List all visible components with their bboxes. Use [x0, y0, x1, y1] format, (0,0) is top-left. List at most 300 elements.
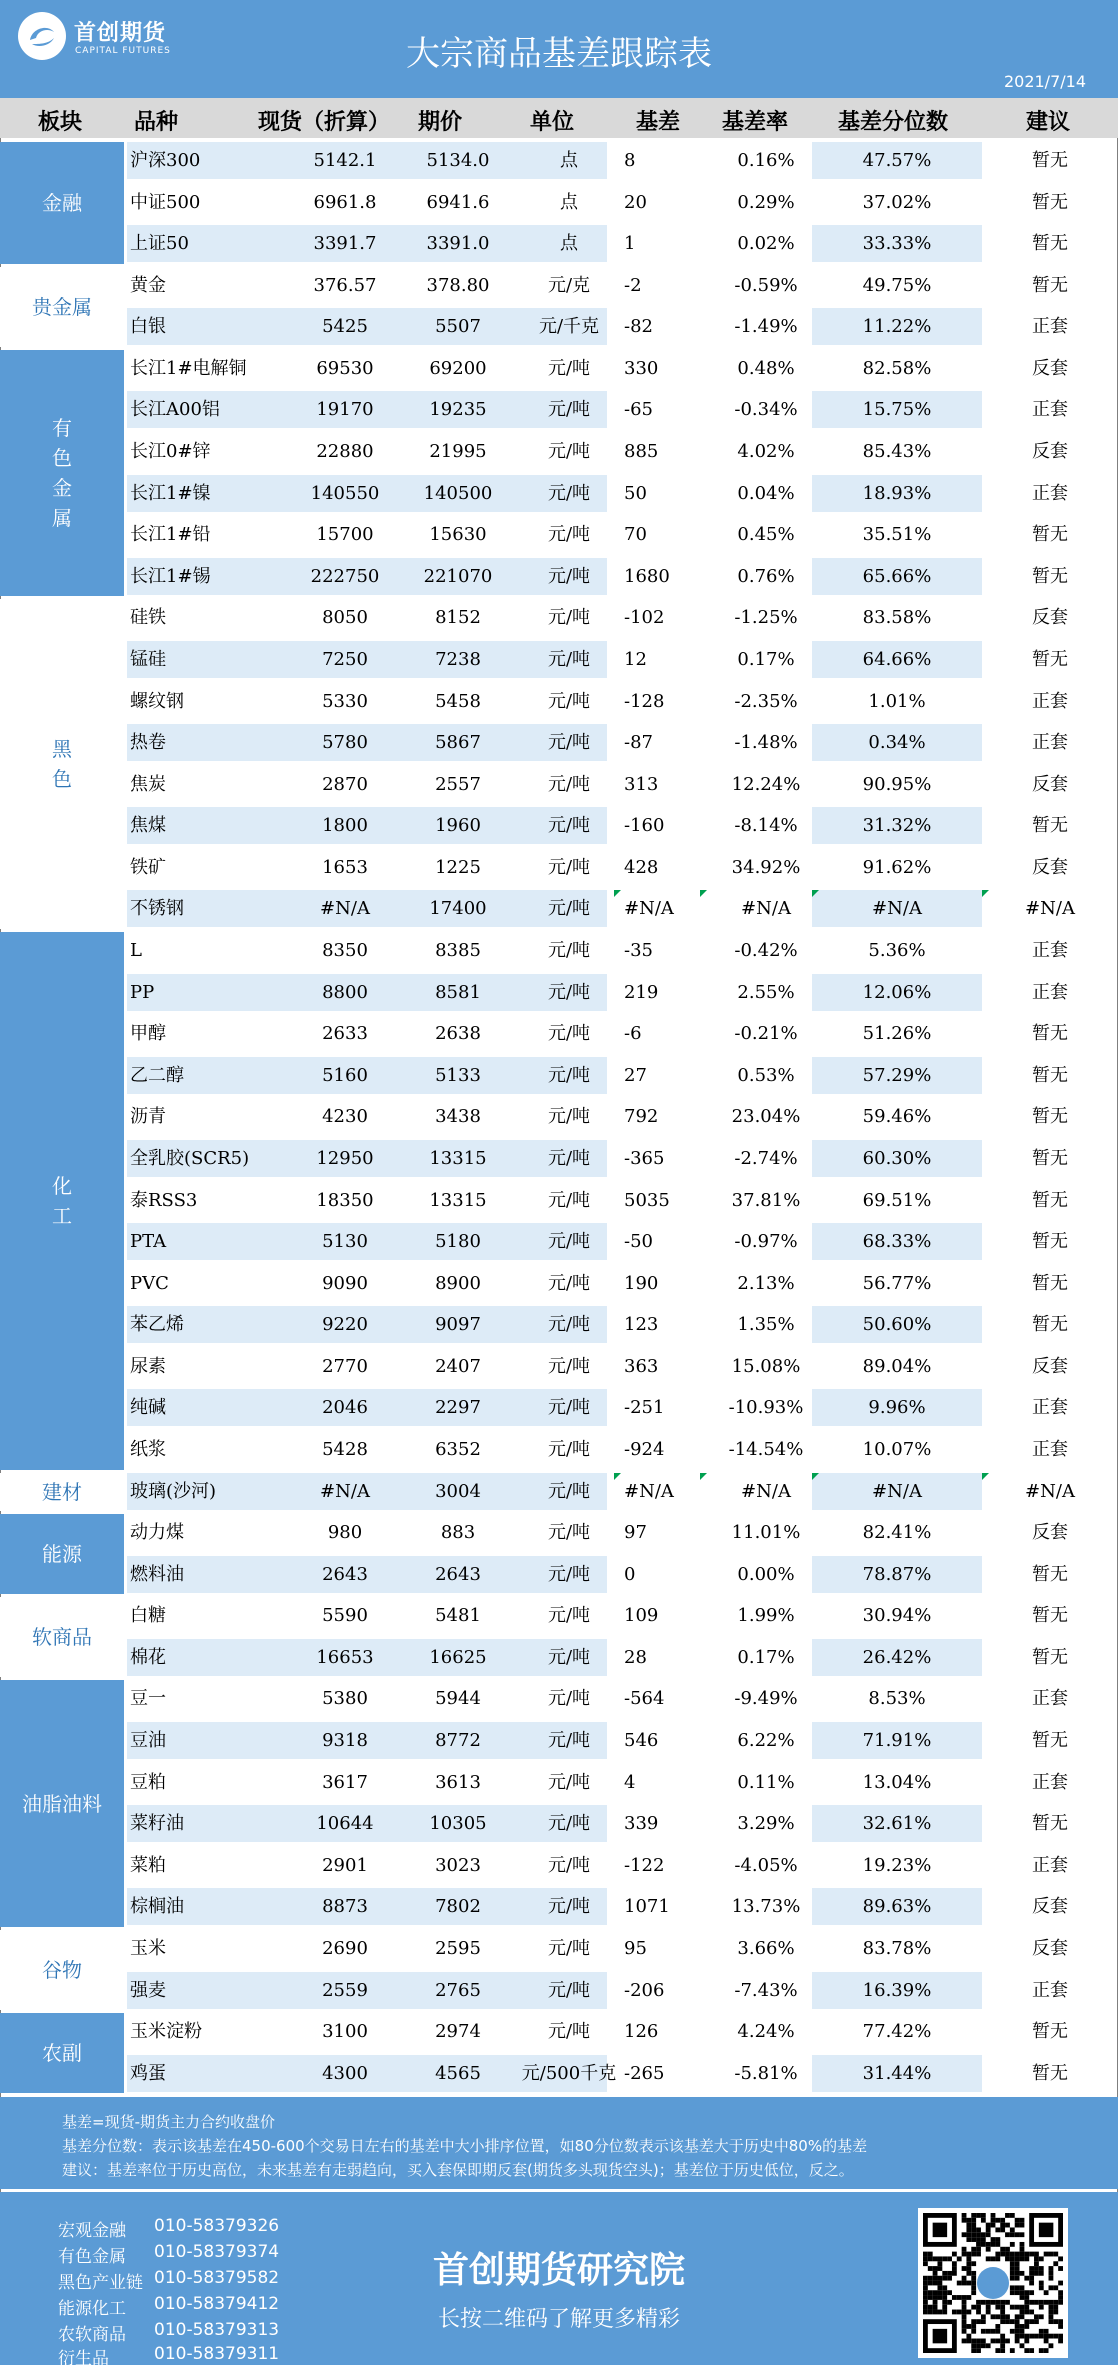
cell-pct: 31.32% [862, 815, 932, 837]
cell-spot: 10644 [316, 1813, 374, 1835]
cell-pct: 5.36% [868, 940, 926, 962]
error-marker-icon [982, 1473, 989, 1480]
cell-basis: -160 [624, 815, 665, 837]
cell-fut: 3391.0 [426, 233, 490, 255]
col-sector: 板块 [38, 109, 83, 135]
cell-basis: -564 [624, 1688, 665, 1710]
cell-rate: -5.81% [734, 2062, 798, 2084]
col-percentile: 基差分位数 [838, 109, 949, 135]
cell-name: 焦炭 [130, 773, 166, 795]
cell-fut: 2638 [435, 1023, 481, 1045]
cell-basis: 330 [624, 357, 659, 379]
cell-rate: 11.01% [731, 1522, 801, 1544]
cell-rate: 0.29% [737, 191, 795, 213]
note-advice-definition: 建议：基差率位于历史高位，未来基差有走弱趋向，买入套保即期反套(期货多头现货空头)；基差位于历史低位，反之。 [62, 2161, 854, 2179]
cell-unit: 元/吨 [547, 1023, 591, 1045]
cell-unit: 元/吨 [547, 1730, 591, 1752]
cell-unit: 点 [560, 233, 578, 255]
table-row [0, 556, 1118, 597]
cell-adv: 正套 [1032, 690, 1068, 712]
cell-name: 菜粕 [130, 1854, 166, 1876]
cell-rate: -2.74% [734, 1147, 798, 1169]
cell-pct: 65.66% [862, 565, 932, 587]
table-row [0, 306, 1118, 347]
cell-adv: 暂无 [1032, 1730, 1068, 1752]
cell-adv: 正套 [1032, 316, 1068, 338]
cell-unit: 元/吨 [547, 1937, 591, 1959]
cell-unit: 点 [560, 191, 578, 213]
cell-rate: -0.34% [734, 399, 798, 421]
cell-name: 乙二醇 [130, 1064, 184, 1086]
cell-adv: 暂无 [1032, 524, 1068, 546]
cell-fut: 15630 [429, 524, 487, 546]
cell-name: 强麦 [130, 1979, 166, 2001]
cell-rate: -9.49% [734, 1688, 798, 1710]
cell-fut: 8581 [435, 981, 481, 1003]
error-marker-icon [700, 1473, 707, 1480]
cell-fut: 6941.6 [426, 191, 490, 213]
sector-label: 黑 色 [0, 599, 124, 929]
table-row [0, 1845, 1118, 1886]
cell-pct: 64.66% [862, 648, 932, 670]
cell-basis: 50 [624, 482, 647, 504]
table-row [0, 1471, 1118, 1512]
cell-rate: 1.99% [737, 1605, 795, 1627]
cell-basis: 546 [624, 1730, 659, 1752]
cell-rate: 2.13% [737, 1272, 795, 1294]
cell-rate: -1.49% [734, 316, 798, 338]
cell-basis: -65 [624, 399, 653, 421]
cell-basis: #N/A [624, 1480, 674, 1502]
cell-spot: 2870 [322, 773, 368, 795]
table-row [0, 265, 1118, 306]
cell-rate: 0.00% [737, 1563, 795, 1585]
cell-unit: 元/吨 [547, 482, 591, 504]
cell-unit: 元/吨 [547, 1979, 591, 2001]
cell-adv: 暂无 [1032, 1314, 1068, 1336]
cell-name: 长江1#铅 [130, 524, 211, 546]
cell-spot: 7250 [322, 648, 368, 670]
cell-spot: 2901 [322, 1854, 368, 1876]
cell-basis: 885 [624, 441, 659, 463]
table-row [0, 473, 1118, 514]
cell-fut: 4565 [435, 2062, 481, 2084]
table-row [0, 764, 1118, 805]
cell-adv: 正套 [1032, 981, 1068, 1003]
table-row [0, 1762, 1118, 1803]
cell-fut: 8900 [435, 1272, 481, 1294]
table-row [0, 1678, 1118, 1719]
error-marker-icon [812, 1473, 819, 1480]
cell-spot: #N/A [320, 898, 370, 920]
table-row [0, 1970, 1118, 2011]
table-row [0, 1013, 1118, 1054]
cell-pct: 56.77% [862, 1272, 932, 1294]
cell-spot: 8873 [322, 1896, 368, 1918]
cell-unit: 元/吨 [547, 1563, 591, 1585]
cell-spot: 1800 [322, 815, 368, 837]
cell-unit: 元/吨 [547, 1480, 591, 1502]
cell-unit: 元/吨 [547, 1688, 591, 1710]
cell-spot: 3617 [322, 1771, 368, 1793]
cell-spot: 5330 [322, 690, 368, 712]
cell-basis: 97 [624, 1522, 647, 1544]
cell-adv: 暂无 [1032, 2021, 1068, 2043]
cell-spot: 4230 [322, 1106, 368, 1128]
cell-name: 棕榈油 [130, 1896, 184, 1918]
cell-fut: 2765 [435, 1979, 481, 2001]
cell-rate: 4.24% [737, 2021, 795, 2043]
header-bar [0, 0, 1118, 98]
cell-unit: 元/吨 [547, 940, 591, 962]
cell-name: 长江0#锌 [130, 441, 211, 463]
cell-fut: 1960 [435, 815, 481, 837]
cell-basis: 339 [624, 1813, 659, 1835]
cell-fut: 69200 [429, 357, 487, 379]
cell-spot: 16653 [316, 1646, 374, 1668]
col-basis-rate: 基差率 [722, 109, 789, 135]
table-row [0, 1387, 1118, 1428]
cell-fut: 16625 [429, 1646, 487, 1668]
cell-rate: 0.53% [737, 1064, 795, 1086]
table-row [0, 2011, 1118, 2052]
table-row [0, 805, 1118, 846]
cell-pct: 85.43% [862, 441, 932, 463]
table-row [0, 1512, 1118, 1553]
table-row [0, 514, 1118, 555]
cell-adv: 暂无 [1032, 233, 1068, 255]
cell-unit: 元/吨 [547, 441, 591, 463]
cell-unit: 元/吨 [547, 565, 591, 587]
cell-name: 黄金 [130, 274, 166, 296]
cell-rate: 15.08% [731, 1355, 801, 1377]
cell-name: 长江A00铝 [130, 399, 220, 421]
cell-unit: 元/克 [547, 274, 591, 296]
cell-pct: 10.07% [862, 1438, 932, 1460]
cell-spot: 2770 [322, 1355, 368, 1377]
cell-basis: 109 [624, 1605, 659, 1627]
cell-unit: 元/吨 [547, 1438, 591, 1460]
cell-name: PP [130, 981, 155, 1003]
cell-pct: 77.42% [862, 2021, 932, 2043]
cell-name: 豆油 [130, 1730, 166, 1752]
cell-pct: 71.91% [862, 1730, 932, 1752]
cell-adv: 反套 [1032, 773, 1068, 795]
cell-basis: 70 [624, 524, 647, 546]
cell-name: 甲醇 [130, 1023, 166, 1045]
cell-fut: 13315 [429, 1189, 487, 1211]
cell-pct: 8.53% [868, 1688, 926, 1710]
cell-basis: 313 [624, 773, 659, 795]
cell-fut: 3004 [435, 1480, 481, 1502]
cell-name: 长江1#电解铜 [130, 357, 247, 379]
contact-derivatives: 衍生品 010-58379311 [58, 2344, 280, 2369]
cell-rate: -1.48% [734, 732, 798, 754]
cell-fut: 8772 [435, 1730, 481, 1752]
cell-fut: 5180 [435, 1231, 481, 1253]
cell-basis: -128 [624, 690, 665, 712]
cell-pct: 31.44% [862, 2062, 932, 2084]
cell-basis: 5035 [624, 1189, 670, 1211]
sector-label: 建材 [0, 1473, 124, 1512]
cell-name: 豆粕 [130, 1771, 166, 1793]
cell-unit: 元/吨 [547, 815, 591, 837]
cell-pct: 49.75% [862, 274, 932, 296]
cell-spot: 5380 [322, 1688, 368, 1710]
cell-name: 全乳胶(SCR5) [130, 1147, 250, 1169]
table-row [0, 1304, 1118, 1345]
table-row [0, 681, 1118, 722]
table-row [0, 972, 1118, 1013]
cell-rate: 2.55% [737, 981, 795, 1003]
cell-adv: 暂无 [1032, 1147, 1068, 1169]
cell-adv: 暂无 [1032, 1106, 1068, 1128]
cell-unit: 元/吨 [547, 607, 591, 629]
cell-name: 白糖 [130, 1605, 166, 1627]
cell-adv: 正套 [1032, 399, 1068, 421]
table-row [0, 223, 1118, 264]
cell-pct: 30.94% [862, 1605, 932, 1627]
col-product: 品种 [134, 109, 179, 135]
cell-unit: 元/吨 [547, 648, 591, 670]
cell-spot: 22880 [316, 441, 374, 463]
cell-rate: 12.24% [731, 773, 801, 795]
sector-label: 谷物 [0, 1930, 124, 2010]
cell-pct: 26.42% [862, 1646, 932, 1668]
cell-pct: 19.23% [862, 1854, 932, 1876]
cell-unit: 元/吨 [547, 1355, 591, 1377]
sector-label: 贵金属 [0, 267, 124, 347]
cell-basis: #N/A [624, 898, 674, 920]
error-marker-icon [812, 890, 819, 897]
cell-fut: 2557 [435, 773, 481, 795]
cell-name: 苯乙烯 [130, 1314, 184, 1336]
cell-adv: #N/A [1025, 1480, 1075, 1502]
cell-adv: 正套 [1032, 482, 1068, 504]
cell-spot: 2046 [322, 1397, 368, 1419]
cell-basis: 28 [624, 1646, 647, 1668]
sector-label: 农副 [0, 2013, 124, 2093]
cell-fut: 7238 [435, 648, 481, 670]
cell-pct: 90.95% [862, 773, 932, 795]
cell-unit: 元/吨 [547, 1522, 591, 1544]
cell-basis: -35 [624, 940, 653, 962]
cell-spot: 8800 [322, 981, 368, 1003]
cell-spot: 5425 [322, 316, 368, 338]
cell-unit: 元/吨 [547, 690, 591, 712]
table-row [0, 431, 1118, 472]
cell-spot: 69530 [316, 357, 374, 379]
table-row [0, 888, 1118, 929]
cell-adv: 正套 [1032, 1771, 1068, 1793]
page-title: 大宗商品基差跟踪表 [406, 34, 712, 74]
cell-name: 棉花 [130, 1646, 166, 1668]
cell-basis: -6 [624, 1023, 642, 1045]
note-basis-definition: 基差=现货-期货主力合约收盘价 [62, 2113, 275, 2131]
cell-rate: 13.73% [731, 1896, 801, 1918]
cell-fut: 140500 [423, 482, 493, 504]
table-header [0, 98, 1118, 138]
cell-pct: 37.02% [862, 191, 932, 213]
qr-hint: 长按二维码了解更多精彩 [437, 2307, 680, 2332]
cell-spot: 376.57 [313, 274, 377, 296]
cell-rate: -0.21% [734, 1023, 798, 1045]
sector-label: 能源 [0, 1514, 124, 1594]
cell-unit: 元/吨 [547, 773, 591, 795]
cell-basis: -206 [624, 1979, 665, 2001]
cell-unit: 元/吨 [547, 1854, 591, 1876]
cell-adv: 正套 [1032, 940, 1068, 962]
cell-name: L [130, 940, 142, 962]
cell-pct: 57.29% [862, 1064, 932, 1086]
cell-basis: -82 [624, 316, 653, 338]
cell-unit: 元/千克 [538, 316, 600, 338]
cell-name: 硅铁 [130, 607, 166, 629]
cell-spot: 5130 [322, 1231, 368, 1253]
cell-adv: 反套 [1032, 441, 1068, 463]
cell-name: 锰硅 [130, 648, 166, 670]
cell-spot: 12950 [316, 1147, 374, 1169]
contact-agri: 农软商品 010-58379313 [58, 2320, 280, 2345]
contact-nonferrous: 有色金属 010-58379374 [58, 2242, 280, 2267]
logo-text: 首创期货 [74, 21, 167, 46]
cell-basis: 4 [624, 1771, 636, 1793]
cell-pct: 12.06% [862, 981, 932, 1003]
cell-adv: 反套 [1032, 357, 1068, 379]
col-unit: 单位 [530, 109, 575, 135]
cell-rate: 0.02% [737, 233, 795, 255]
cell-fut: 3438 [435, 1106, 481, 1128]
cell-pct: 1.01% [868, 690, 926, 712]
cell-pct: 9.96% [868, 1397, 926, 1419]
cell-adv: 正套 [1032, 732, 1068, 754]
cell-pct: #N/A [872, 898, 922, 920]
sector-label: 金融 [0, 142, 124, 264]
cell-adv: 反套 [1032, 1937, 1068, 1959]
cell-basis: -2 [624, 274, 642, 296]
table-row [0, 1096, 1118, 1137]
cell-basis: 1071 [624, 1896, 670, 1918]
cell-name: 螺纹钢 [130, 690, 184, 712]
logo-subtext: CAPITAL FUTURES [75, 46, 171, 56]
cell-adv: 暂无 [1032, 1272, 1068, 1294]
error-marker-icon [982, 890, 989, 897]
cell-adv: 暂无 [1032, 1605, 1068, 1627]
cell-spot: 5160 [322, 1064, 368, 1086]
cell-adv: 反套 [1032, 1896, 1068, 1918]
table-row [0, 847, 1118, 888]
cell-adv: 反套 [1032, 607, 1068, 629]
cell-fut: 1225 [435, 856, 481, 878]
cell-pct: 60.30% [862, 1147, 932, 1169]
cell-adv: 暂无 [1032, 1231, 1068, 1253]
cell-fut: 7802 [435, 1896, 481, 1918]
cell-pct: 83.58% [862, 607, 932, 629]
cell-unit: 元/吨 [547, 1064, 591, 1086]
cell-basis: -365 [624, 1147, 665, 1169]
cell-pct: 69.51% [862, 1189, 932, 1211]
cell-adv: 反套 [1032, 856, 1068, 878]
cell-unit: 元/吨 [547, 2021, 591, 2043]
cell-basis: 20 [624, 191, 647, 213]
cell-spot: 2643 [322, 1563, 368, 1585]
cell-name: 白银 [130, 316, 166, 338]
cell-fut: 5944 [435, 1688, 481, 1710]
table-row [0, 1429, 1118, 1470]
cell-rate: 0.17% [737, 1646, 795, 1668]
cell-unit: 元/吨 [547, 1605, 591, 1627]
table-row [0, 1886, 1118, 1927]
cell-adv: 正套 [1032, 1688, 1068, 1710]
cell-spot: 5780 [322, 732, 368, 754]
error-marker-icon [700, 890, 707, 897]
cell-spot: 5428 [322, 1438, 368, 1460]
cell-pct: 89.63% [862, 1896, 932, 1918]
cell-spot: 9220 [322, 1314, 368, 1336]
cell-pct: 78.87% [862, 1563, 932, 1585]
cell-name: 上证50 [130, 233, 189, 255]
cell-unit: 元/吨 [547, 1771, 591, 1793]
table-row [0, 1637, 1118, 1678]
cell-basis: 219 [624, 981, 659, 1003]
table-row [0, 1595, 1118, 1636]
cell-unit: 元/吨 [547, 1314, 591, 1336]
cell-basis: 428 [624, 856, 659, 878]
cell-fut: 2595 [435, 1937, 481, 1959]
cell-rate: 34.92% [731, 856, 801, 878]
cell-adv: 正套 [1032, 1854, 1068, 1876]
cell-name: PVC [130, 1272, 169, 1294]
cell-adv: #N/A [1025, 898, 1075, 920]
cell-basis: 1 [624, 233, 636, 255]
cell-adv: 暂无 [1032, 274, 1068, 296]
cell-name: 玻璃(沙河) [130, 1480, 217, 1502]
cell-adv: 暂无 [1032, 565, 1068, 587]
cell-adv: 暂无 [1032, 815, 1068, 837]
cell-spot: #N/A [320, 1480, 370, 1502]
cell-pct: 16.39% [862, 1979, 932, 2001]
cell-pct: 18.93% [862, 482, 932, 504]
institute-name: 首创期货研究院 [432, 2250, 685, 2291]
table-row [0, 1180, 1118, 1221]
cell-spot: 5590 [322, 1605, 368, 1627]
table-row [0, 1346, 1118, 1387]
contact-ferrous: 黑色产业链 010-58379582 [58, 2268, 280, 2293]
cell-fut: 13315 [429, 1147, 487, 1169]
cell-name: 纸浆 [130, 1438, 166, 1460]
cell-unit: 元/吨 [547, 524, 591, 546]
cell-spot: 3391.7 [313, 233, 377, 255]
cell-spot: 980 [327, 1522, 363, 1544]
cell-fut: 2297 [435, 1397, 481, 1419]
cell-pct: #N/A [872, 1480, 922, 1502]
cell-basis: 126 [624, 2021, 659, 2043]
cell-spot: 9318 [322, 1730, 368, 1752]
cell-fut: 17400 [429, 898, 487, 920]
cell-fut: 5133 [435, 1064, 481, 1086]
cell-adv: 正套 [1032, 1438, 1068, 1460]
cell-rate: 0.48% [737, 357, 795, 379]
cell-spot: 2559 [322, 1979, 368, 2001]
cell-pct: 82.58% [862, 357, 932, 379]
cell-basis: 0 [624, 1563, 636, 1585]
cell-rate: -7.43% [734, 1979, 798, 2001]
cell-rate: -8.14% [734, 815, 798, 837]
cell-basis: -251 [624, 1397, 665, 1419]
qr-code[interactable] [918, 2208, 1068, 2358]
cell-fut: 10305 [429, 1813, 487, 1835]
cell-rate: 3.66% [737, 1937, 795, 1959]
